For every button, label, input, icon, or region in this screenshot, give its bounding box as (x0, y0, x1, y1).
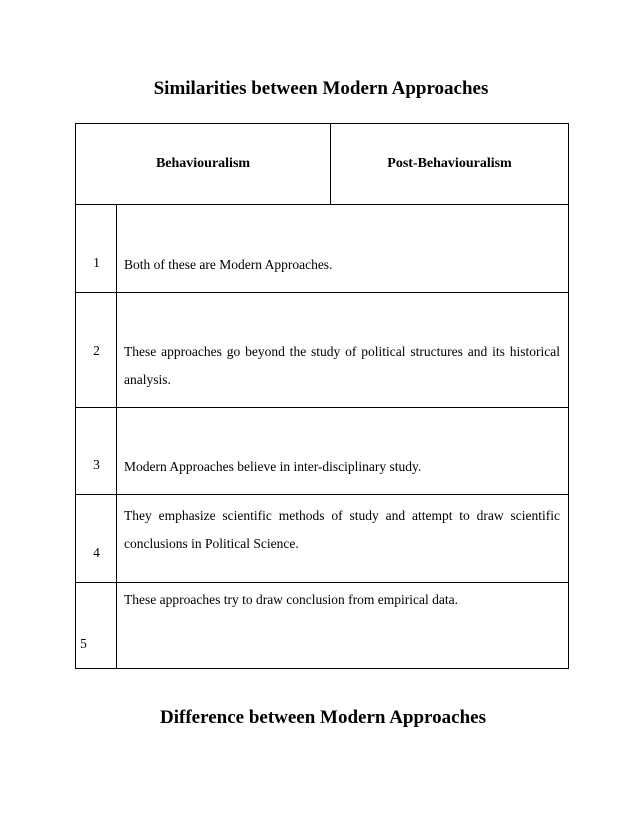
row-number-cell (76, 495, 117, 582)
difference-heading: Difference between Modern Approaches (160, 707, 486, 728)
row-number: 5 (80, 636, 87, 651)
row-number: 2 (93, 343, 100, 358)
header-post-behaviouralism: Post-Behaviouralism (387, 156, 512, 171)
row-number-cell (76, 293, 117, 407)
row-text: Both of these are Modern Approaches. (124, 257, 333, 272)
row-number: 4 (93, 545, 100, 560)
table-row (76, 293, 568, 408)
similarities-heading: Similarities between Modern Approaches (153, 78, 489, 99)
row-number-cell (76, 205, 117, 292)
table-row (76, 495, 568, 583)
row-text: Modern Approaches believe in inter-disciplinary study. (124, 459, 422, 474)
row-number-cell (76, 583, 117, 668)
row-text: These approaches go beyond the study of political structures and its historical analysis. (124, 344, 560, 387)
comparison-table (75, 123, 569, 669)
row-number: 1 (93, 255, 100, 270)
row-number-cell (76, 408, 117, 494)
row-text: These approaches try to draw conclusion from empirical data. (124, 592, 458, 607)
row-number: 3 (93, 457, 100, 472)
table-row (76, 408, 568, 495)
row-text: They emphasize scientific methods of study and attempt to draw scientific conclusions in Political Science. (124, 508, 560, 551)
table-header-row (76, 124, 568, 205)
table-row (76, 583, 568, 668)
table-row (76, 205, 568, 293)
header-behaviouralism: Behaviouralism (76, 124, 331, 204)
